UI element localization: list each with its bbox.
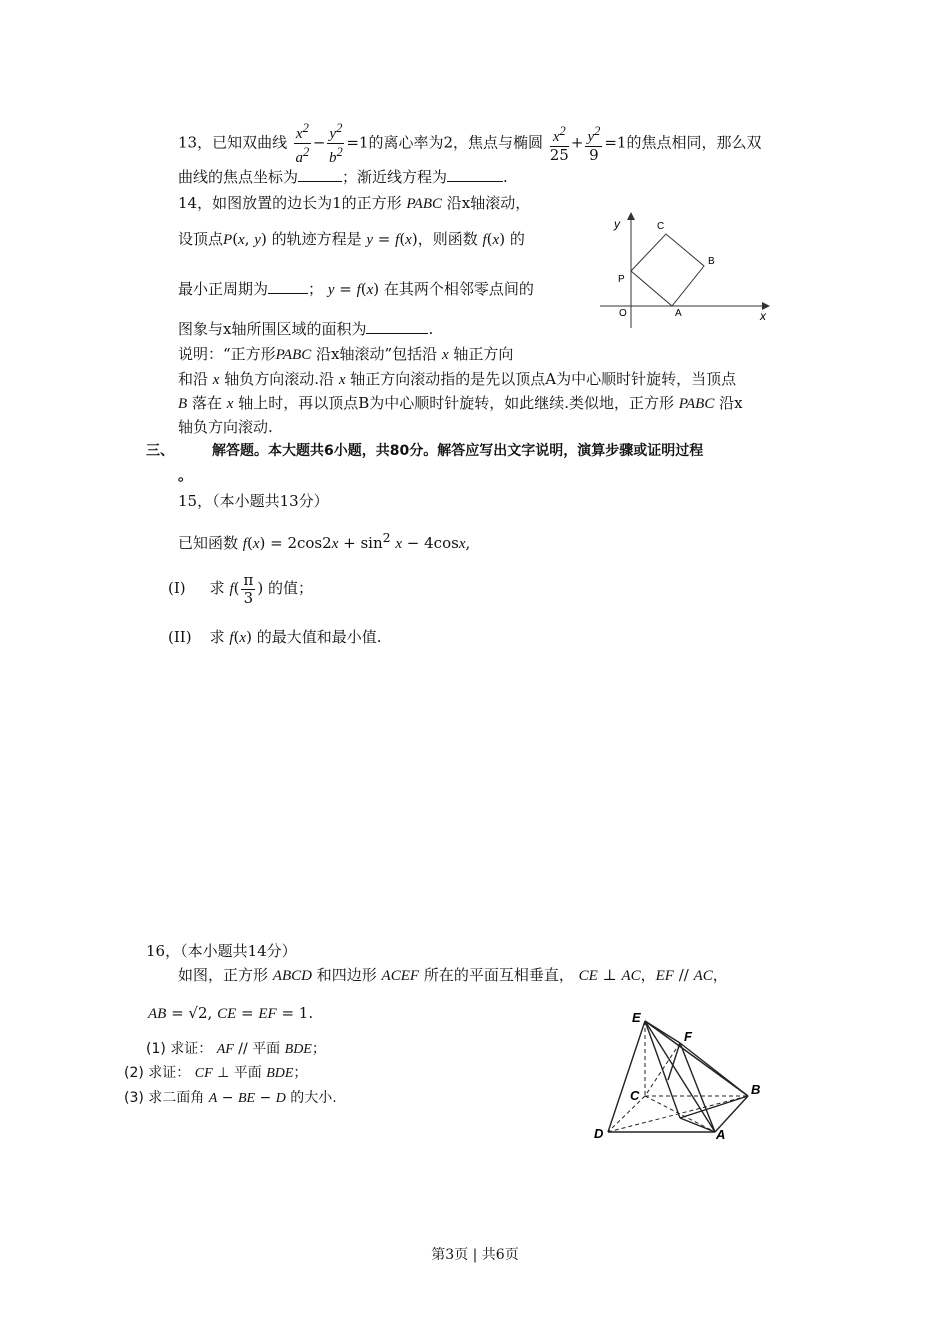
section3-number: 三、: [146, 443, 174, 459]
q14-note-line2: 和沿 x 轴负方向滚动.沿 x 轴正方向滚动指的是先以顶点A为中心顺时针旋转，当顶点: [178, 370, 737, 388]
vertex-c: C: [630, 1088, 640, 1103]
q16-part1: (1) 求证： AF // 平面 BDE；: [146, 1041, 326, 1057]
section3-end: 。: [178, 466, 194, 484]
frac-y2-b2: $\frac{y^2}{b^2}$: [328, 121, 343, 166]
q14-line4: 图象与x轴所围区域的面积为 .: [178, 320, 434, 338]
vertex-e: E: [632, 1010, 641, 1025]
answer-blank[interactable]: [268, 279, 308, 294]
q14-line2: 设顶点P(x, y) 的轨迹方程是 y = f(x)，则函数 f(x) 的: [178, 230, 525, 248]
section3-heading: [146, 440, 703, 462]
label-y: y: [614, 217, 620, 231]
q14-note-line4: 轴负方向滚动.: [178, 418, 273, 436]
frac-y2-9: $\frac{y^2}{9}$: [587, 124, 601, 164]
q13-line2: 曲线的焦点坐标为 ；渐近线方程为 .: [178, 168, 508, 186]
frac-x2-25: $\frac{x^2}{25}$: [549, 124, 569, 164]
page-number: 第3页 | 共6页: [431, 1247, 519, 1263]
q15-stem: 已知函数 $f(x) = 2\cos 2x + \sin^2 x - 4\cos x$,: [178, 530, 471, 552]
q16-stem-line1: 如图，正方形 ABCD 和四边形 ACEF 所在的平面互相垂直， CE ⊥ AC，EF // AC，: [178, 966, 728, 984]
label-p: P: [618, 274, 625, 285]
q14-note-line1: 说明：“正方形PABC 沿x轴滚动”包括沿 x 轴正方向: [178, 345, 514, 363]
q13-label: 13，: [178, 133, 213, 152]
visible-edges: [608, 1021, 748, 1132]
q15-part1: (I) 求 f( $\frac{\pi}{3}$ ) 的值；: [168, 570, 313, 607]
q16-label: 16，（本小题共14分）: [146, 942, 297, 960]
vertex-b: B: [751, 1082, 761, 1097]
answer-blank[interactable]: [366, 319, 428, 334]
vertex-a: A: [716, 1127, 726, 1142]
page-footer: [0, 1244, 950, 1266]
label-c: C: [657, 221, 665, 232]
y-axis-arrow: [627, 212, 635, 220]
label-a: A: [675, 308, 682, 319]
label-x: x: [760, 309, 766, 323]
q16-part3: (3) 求二面角 A − BE − D 的大小.: [124, 1090, 337, 1106]
answer-blank[interactable]: [447, 167, 503, 182]
q14-line1: 14，如图放置的边长为1的正方形 PABC 沿x轴滚动，: [178, 194, 531, 212]
vertex-f: F: [684, 1029, 692, 1044]
vertex-d: D: [594, 1126, 604, 1141]
q16-part2: (2) 求证： CF ⊥ 平面 BDE；: [124, 1065, 308, 1081]
q13-line1: 13，已知双曲线 $\frac{x^2}{a^2}$ − $\frac{y^2}{b^2}$ =1的离心率为2，焦点与椭圆 $\frac{x^2}{25}$ + $\frac{y^2}{9}$ =1的焦点相同，那么双: [178, 121, 762, 166]
frac-x2-a2: $\frac{x^2}{a^2}$: [295, 121, 310, 166]
label-b: B: [708, 256, 715, 267]
answer-blank[interactable]: [298, 167, 342, 182]
q14-note-line3: B 落在 x 轴上时，再以顶点B为中心顺时针旋转，如此继续.类似地，正方形 PABC 沿x: [178, 394, 743, 412]
square-pabc: [631, 234, 704, 306]
q15-part2: (II) 求 f(x) 的最大值和最小值.: [168, 628, 382, 646]
q16-stem-line2: AB = √2, CE = EF = 1.: [148, 1004, 314, 1022]
section3-title: 解答题。本大题共6小题，共80分。解答应写出文字说明，演算步骤或证明过程: [212, 443, 704, 459]
hidden-edges: [608, 1021, 748, 1132]
solid-geometry-figure: [588, 1008, 778, 1148]
q15-label: 15，（本小题共13分）: [178, 492, 329, 510]
square-rolling-figure: [598, 210, 783, 335]
q14-line3: 最小正周期为 ； y = f(x) 在其两个相邻零点间的: [178, 280, 534, 298]
label-o: O: [619, 308, 627, 319]
frac-pi-3: $\frac{\pi}{3}$: [243, 570, 254, 607]
q14-label: 14，: [178, 194, 213, 212]
